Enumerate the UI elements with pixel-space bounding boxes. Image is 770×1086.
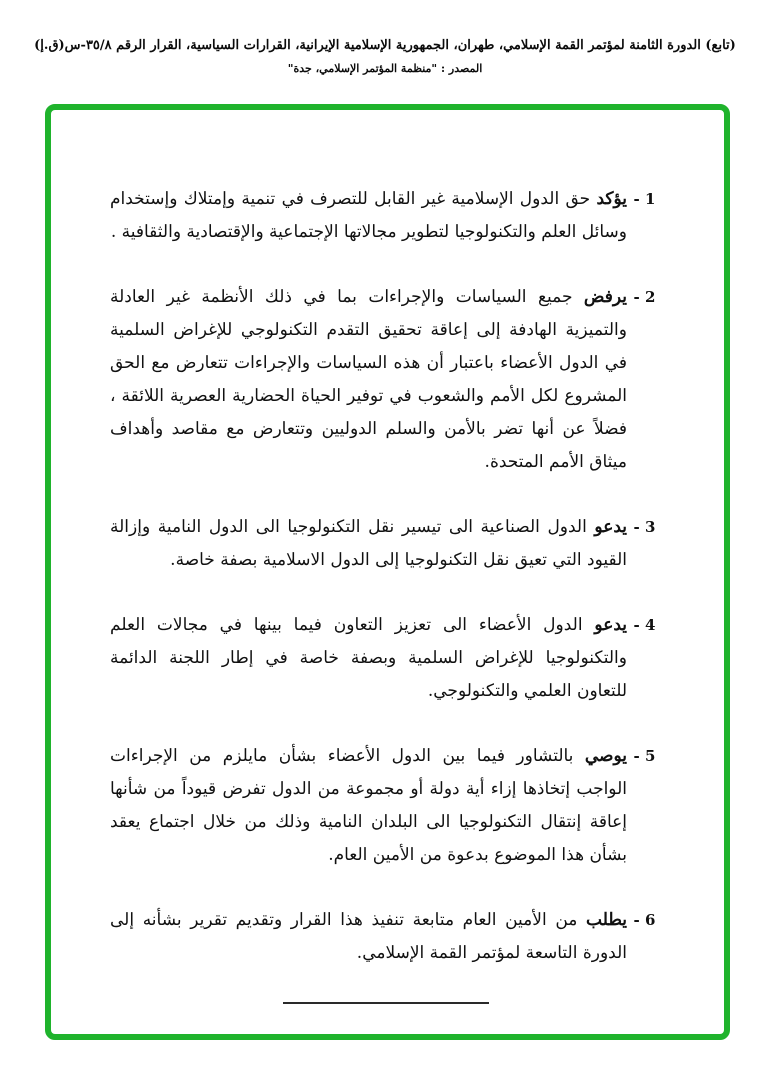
item-lead-word: يؤكد — [596, 189, 627, 209]
item-body: من الأمين العام متابعة تنفيذ هذا القرار وتقديم تقرير بشأنه إلى الدورة التاسعة لمؤتمر القمة الإسلامي. — [110, 910, 627, 963]
item-text — [110, 183, 627, 249]
item-body: الدول الأعضاء الى تعزيز التعاون فيما بينها في مجالات العلم والتكنولوجيا للإغراض السلمية وبصفة خاصة في إطار اللجنة الدائمة للتعاون العلمي والتكنولوجي. — [110, 615, 627, 701]
item-text — [110, 609, 627, 708]
list-item-6 — [110, 904, 662, 970]
end-divider-line — [283, 1002, 489, 1004]
header-title: (تابع) الدورة الثامنة لمؤتمر القمة الإسلامي، طهران، الجمهورية الإسلامية الإيرانية، القرارات السياسية، القرار الرقم ٣٥/٨-س(ق.إ) — [34, 38, 736, 53]
item-number: 4 - — [633, 616, 656, 634]
item-text — [110, 740, 627, 872]
list-item-5 — [110, 740, 662, 872]
item-number: 1 - — [633, 190, 656, 208]
item-body: حق الدول الإسلامية غير القابل للتصرف في تنمية وإمتلاك وإستخدام وسائل العلم والتكنولوجيا لتطوير مجالاتها الإجتماعية والإقتصادية والثقافية . — [110, 189, 627, 242]
item-number: 6 - — [633, 911, 656, 929]
list-item-4 — [110, 609, 662, 708]
item-lead-word: يوصي — [584, 746, 627, 766]
item-number: 5 - — [633, 747, 656, 765]
item-number: 2 - — [633, 288, 656, 306]
item-lead-word: يطلب — [586, 910, 628, 930]
item-body: الدول الصناعية الى تيسير نقل التكنولوجيا الى الدول النامية وإزالة القيود التي تعيق نقل التكنولوجيا إلى الدول الاسلامية بصفة خاصة. — [110, 517, 627, 570]
item-number: 3 - — [633, 518, 656, 536]
header-source: المصدر : "منظمة المؤتمر الإسلامي، جدة" — [287, 62, 483, 75]
item-text — [110, 904, 627, 970]
list-item-2 — [110, 281, 662, 479]
item-text — [110, 281, 627, 479]
list-item-3 — [110, 511, 662, 577]
document-header — [20, 38, 750, 75]
resolution-clauses — [110, 183, 662, 1004]
item-body: جميع السياسات والإجراءات بما في ذلك الأنظمة غير العادلة والتميزية الهادفة إلى إعاقة تحقيق التقدم التكنولوجي للإغراض السلمية في الدول الأعضاء باعتبار أن هذه السياسات والإجراءات تتعارض مع الحق المشروع لكل الأمم والشعوب في توفير الحياة الحضارية العصرية اللائقة ، فضلاً عن أنها تضر بالأمن والسلم الدوليين وتتعارض مع مقاصد وأهداف ميثاق الأمم المتحدة. — [110, 287, 627, 472]
list-item-1 — [110, 183, 662, 249]
item-lead-word: يدعو — [594, 517, 627, 537]
item-lead-word: يدعو — [594, 615, 627, 635]
item-text — [110, 511, 627, 577]
item-lead-word: يرفض — [583, 287, 627, 307]
item-body: بالتشاور فيما بين الدول الأعضاء بشأن مايلزم من الإجراءات الواجب إتخاذها إزاء أية دولة أو مجموعة من الدول تفرض قيوداً من شأنها إعاقة إنتقال التكنولوجيا الى البلدان النامية وذلك من خلال اجتماع يعقد بشأن هذا الموضوع بدعوة من الأمين العام. — [110, 746, 627, 865]
